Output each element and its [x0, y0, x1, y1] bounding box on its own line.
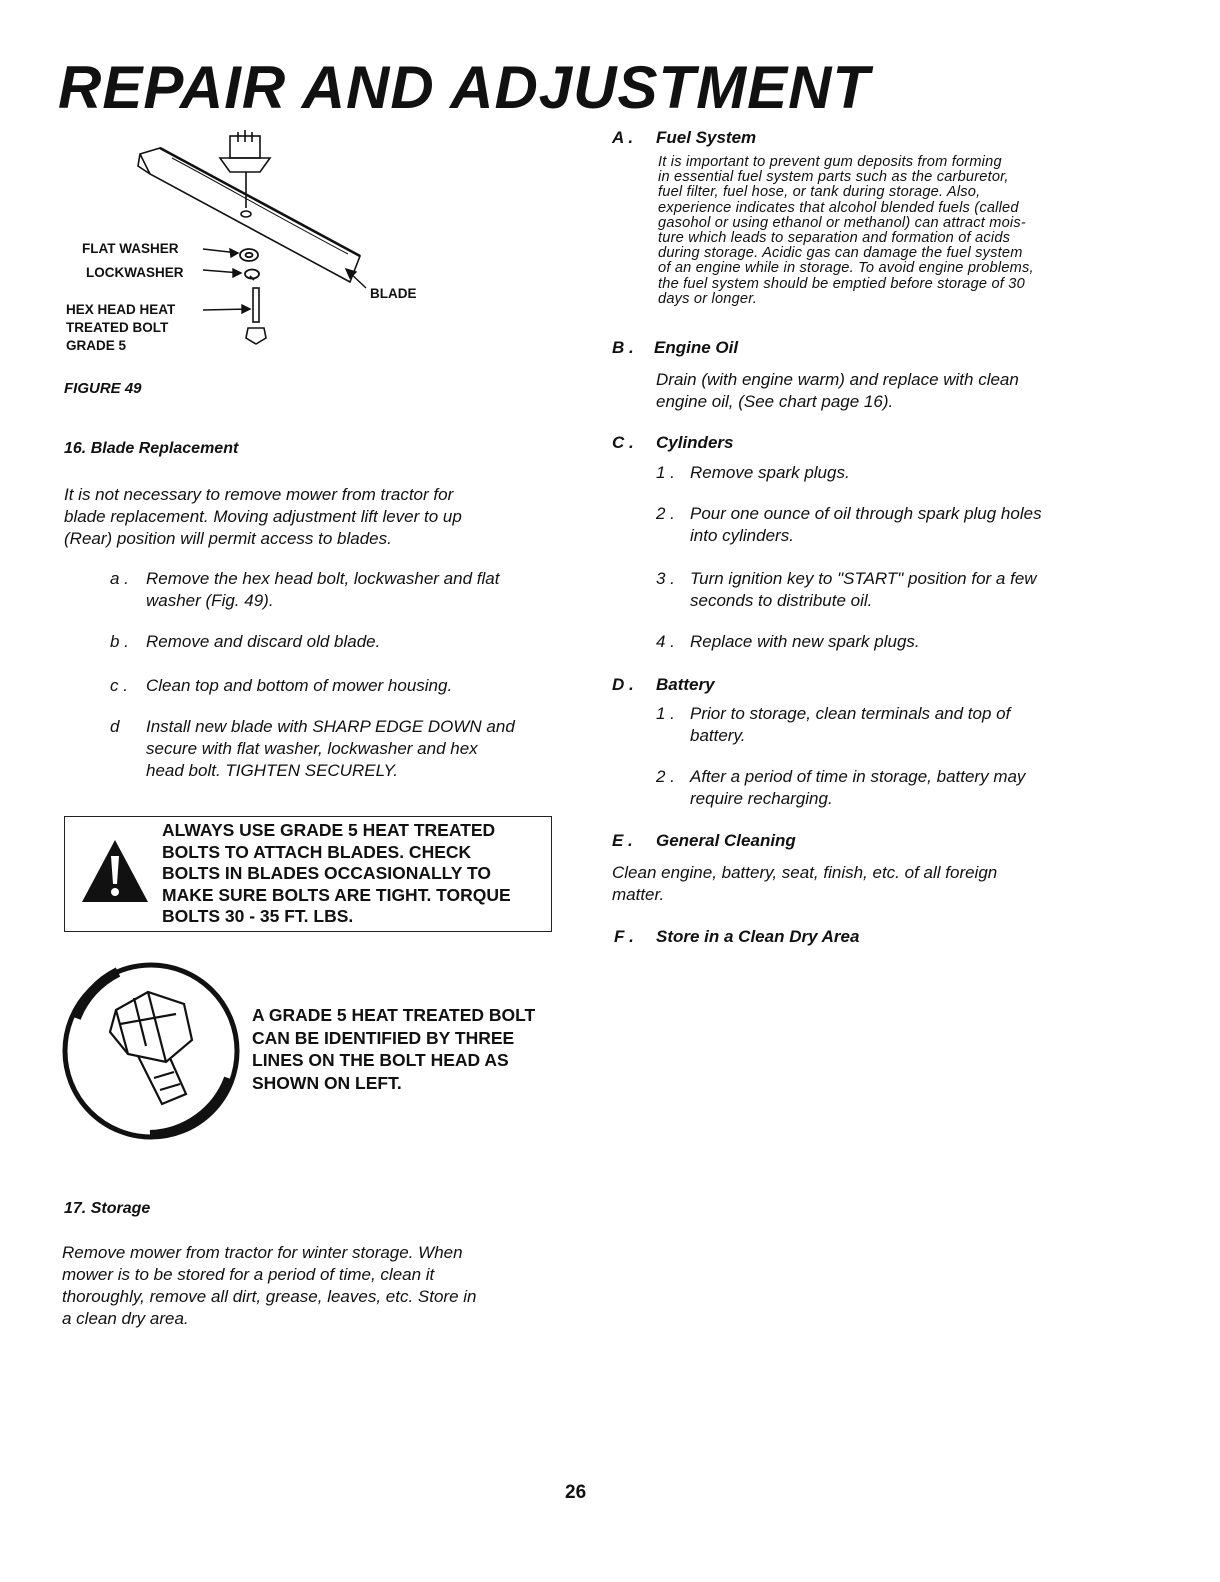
blade-label: BLADE: [370, 286, 417, 301]
battery-step-2: [656, 766, 1106, 810]
warning-line: MAKE SURE BOLTS ARE TIGHT. TORQUE: [162, 884, 511, 905]
oil-line: Drain (with engine warm) and replace with clean: [656, 370, 1019, 389]
warning-text: [162, 820, 540, 928]
bolt-note-line: SHOWN ON LEFT.: [252, 1072, 402, 1093]
blade-step-c: [110, 675, 560, 697]
step-line: Install new blade with SHARP EDGE DOWN and: [146, 717, 515, 736]
step-marker: d: [110, 717, 120, 736]
step-text: [690, 703, 1010, 747]
intro-line: It is not necessary to remove mower from tractor for: [64, 485, 454, 504]
step-line: Remove spark plugs.: [690, 463, 850, 482]
cylinders-step-4: [656, 631, 1106, 653]
warning-line: BOLTS 30 - 35 FT. LBS.: [162, 906, 354, 926]
cleaning-line: Clean engine, battery, seat, finish, etc. of all foreign: [612, 863, 998, 882]
storage-paragraph: [62, 1242, 562, 1330]
bolt-icon: [246, 288, 266, 344]
fuel-line: in essential fuel system parts such as the carburetor,: [658, 169, 1009, 186]
step-text: [690, 766, 1025, 810]
cleaning-marker: E .: [612, 831, 633, 850]
step-line: Turn ignition key to "START" position for a few: [690, 569, 1037, 588]
step-line: washer (Fig. 49).: [146, 591, 274, 610]
step-line: Prior to storage, clean terminals and top of: [690, 704, 1011, 723]
page-title: REPAIR AND ADJUSTMENT: [58, 54, 871, 121]
intro-line: (Rear) position will permit access to blades.: [64, 529, 392, 548]
step-marker: 1 .: [656, 463, 675, 482]
page-number: 26: [565, 1482, 587, 1503]
fuel-paragraph: [658, 155, 1108, 307]
step-text: [146, 568, 499, 612]
step-text: [146, 716, 515, 782]
fuel-line: fuel filter, fuel hose, or tank during storage. Also,: [658, 184, 981, 201]
step-line: Remove and discard old blade.: [146, 632, 381, 651]
cylinders-heading: Cylinders: [656, 433, 734, 452]
lockwasher-icon: [245, 270, 259, 281]
blade-step-a: [110, 568, 560, 612]
fuel-line: during storage. Acidic gas can damage the fuel system: [658, 245, 1023, 262]
cleaning-line: matter.: [612, 885, 665, 904]
step-line: Clean top and bottom of mower housing.: [146, 676, 453, 695]
step-marker: 1 .: [656, 704, 675, 723]
storage-line: a clean dry area.: [62, 1309, 189, 1328]
bolt-note-line: A GRADE 5 HEAT TREATED BOLT: [252, 1005, 536, 1025]
battery-heading: Battery: [656, 675, 715, 694]
warning-line: BOLTS TO ATTACH BLADES. CHECK: [162, 841, 472, 862]
step-line: After a period of time in storage, battery may: [690, 767, 1026, 786]
step-line: battery.: [690, 726, 746, 745]
figure-caption: FIGURE 49: [64, 380, 142, 397]
bolt-label-line-1: HEX HEAD HEAT: [66, 302, 176, 317]
step-text: [690, 503, 1042, 547]
fuel-line: It is important to prevent gum deposits from forming: [658, 154, 1002, 170]
step-marker: 2 .: [656, 767, 675, 786]
step-marker: c .: [110, 676, 128, 695]
intro-line: blade replacement. Moving adjustment lift lever to up: [64, 507, 462, 526]
fuel-line: days or longer.: [658, 290, 757, 307]
bolt-label-line-2: TREATED BOLT: [66, 320, 169, 335]
flat-washer-label: FLAT WASHER: [82, 241, 179, 256]
oil-line: engine oil, (See chart page 16).: [656, 392, 894, 411]
blade-step-d: [110, 716, 560, 782]
flat-washer-icon: [240, 249, 258, 261]
bolt-grade-note: [252, 1004, 552, 1094]
cylinders-step-3: [656, 568, 1106, 612]
leader-lines: [203, 249, 366, 313]
store-marker: F .: [614, 927, 634, 946]
step-line: secure with flat washer, lockwasher and hex: [146, 739, 478, 758]
cylinders-step-1: [656, 462, 1106, 484]
cleaning-paragraph: [612, 862, 1102, 906]
step-line: seconds to distribute oil.: [690, 591, 873, 610]
bolt-note-line: LINES ON THE BOLT HEAD AS: [252, 1050, 509, 1070]
battery-step-1: [656, 703, 1106, 747]
step-line: head bolt. TIGHTEN SECURELY.: [146, 761, 398, 780]
storage-heading: 17. Storage: [64, 1200, 151, 1217]
fuel-heading: Fuel System: [656, 128, 757, 147]
lockwasher-label: LOCKWASHER: [86, 265, 184, 280]
warning-line: BOLTS IN BLADES OCCASIONALLY TO: [162, 863, 491, 883]
oil-heading: Engine Oil: [654, 338, 739, 357]
warning-line: ALWAYS USE GRADE 5 HEAT TREATED: [162, 820, 496, 840]
step-text: [146, 631, 380, 653]
storage-line: mower is to be stored for a period of time, clean it: [62, 1265, 435, 1284]
blade-replacement-intro: [64, 484, 564, 550]
storage-line: thoroughly, remove all dirt, grease, leaves, etc. Store in: [62, 1287, 477, 1306]
warning-triangle-icon: [80, 838, 150, 904]
grade-5-bolt-icon: [58, 958, 244, 1144]
storage-line: Remove mower from tractor for winter storage. When: [62, 1243, 463, 1262]
step-line: require recharging.: [690, 789, 833, 808]
blade-step-b: [110, 631, 560, 653]
fuel-marker: A .: [612, 128, 634, 147]
fuel-line: of an engine while in storage. To avoid engine problems,: [658, 260, 1034, 277]
step-line: Pour one ounce of oil through spark plug holes: [690, 504, 1042, 523]
cylinders-step-2: [656, 503, 1106, 547]
step-text: [146, 675, 452, 697]
step-line: into cylinders.: [690, 526, 794, 545]
bolt-label-line-3: GRADE 5: [66, 338, 127, 353]
cleaning-heading: General Cleaning: [656, 831, 796, 850]
oil-paragraph: [656, 369, 1106, 413]
step-line: Replace with new spark plugs.: [690, 632, 920, 651]
step-line: Remove the hex head bolt, lockwasher and flat: [146, 569, 500, 588]
step-marker: a .: [110, 569, 129, 588]
step-text: [690, 462, 850, 484]
fuel-line: ture which leads to separation and formation of acids: [658, 230, 1011, 247]
step-text: [690, 631, 920, 653]
fuel-line: the fuel system should be emptied before storage of 30: [658, 275, 1025, 292]
fuel-line: gasohol or using ethanol or methanol) can attract mois-: [658, 214, 1026, 231]
blade-replacement-heading: 16. Blade Replacement: [64, 440, 239, 457]
step-marker: b .: [110, 632, 129, 651]
step-marker: 2 .: [656, 504, 675, 523]
step-marker: 4 .: [656, 632, 675, 651]
step-text: [690, 568, 1037, 612]
store-heading: Store in a Clean Dry Area: [656, 927, 860, 946]
cylinders-marker: C .: [612, 433, 634, 452]
step-marker: 3 .: [656, 569, 675, 588]
fuel-line: experience indicates that alcohol blended fuels (called: [658, 199, 1019, 216]
oil-marker: B .: [612, 338, 634, 357]
bolt-note-line: CAN BE IDENTIFIED BY THREE: [252, 1027, 515, 1048]
battery-marker: D .: [612, 675, 634, 694]
